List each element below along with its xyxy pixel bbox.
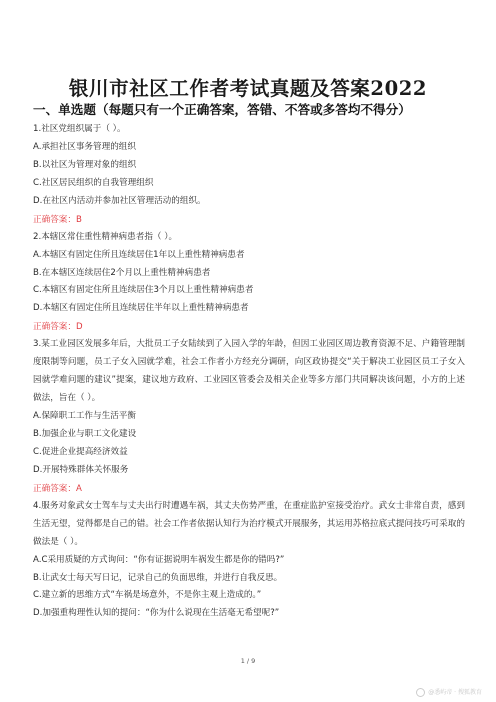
watermark-text: @悉屿帝 · 搜狐教育 bbox=[428, 689, 482, 696]
question-3 bbox=[33, 336, 465, 497]
watermark-logo-icon bbox=[416, 688, 425, 697]
option-a: A.本辖区有固定住所且连续居住1年以上重性精神病患者 bbox=[33, 249, 245, 260]
option-a: A.承担社区事务管理的组织 bbox=[33, 141, 136, 152]
correct-answer: 正确答案：B bbox=[33, 214, 82, 225]
question-stem: 4.服务对象武女士驾车与丈夫出行时遭遇车祸，其丈夫伤势严重，在重症监护室接受治疗。武女士非常自责，感到生活无望，觉得都是自己的错。社会工作者依据认知行为治疗模式开展服务，其运用苏格拉底式提问技巧可采取的做法是（ ）。 bbox=[33, 500, 465, 547]
option-c: C.建立新的思维方式“车祸是场意外，不是你主观上造成的。” bbox=[33, 590, 262, 601]
option-b: B.加强企业与职工文化建设 bbox=[33, 429, 137, 439]
option-b: B.让武女士每天写日记，记录自己的负面思维，并进行自我反思。 bbox=[33, 572, 283, 583]
question-4 bbox=[33, 498, 465, 623]
question-2 bbox=[33, 229, 465, 337]
option-b: B.以社区为管理对象的组织 bbox=[33, 159, 137, 170]
question-stem: 2.本辖区常住重性精神病患者指（ ）。 bbox=[33, 231, 178, 242]
option-b: B.在本辖区连续居住2个月以上重性精神病患者 bbox=[33, 267, 211, 278]
correct-answer: 正确答案：D bbox=[33, 322, 83, 333]
option-d: D.开展特殊群体关怀服务 bbox=[33, 464, 129, 475]
correct-answer: 正确答案：A bbox=[33, 483, 82, 494]
option-d: D.在社区内活动并参加社区管理活动的组织。 bbox=[33, 195, 206, 206]
option-a: A.C采用质疑的方式询问：“你有证据说明车祸发生都是你的错吗?” bbox=[33, 554, 285, 565]
question-list bbox=[33, 121, 465, 623]
option-d: D.加强重构理性认知的提问：“你为什么说现在生活毫无希望呢?” bbox=[33, 608, 280, 619]
option-d: D.本辖区有固定住所且连续居住半年以上重性精神病患者 bbox=[33, 303, 249, 314]
page-number: 1 / 9 bbox=[240, 657, 256, 665]
option-c: C.社区居民组织的自我管理组织 bbox=[33, 177, 154, 188]
document-title: 银川市社区工作者考试真题及答案2022 bbox=[68, 77, 428, 100]
question-stem: 3.某工业园区发展多年后，大批员工子女陆续到了入园入学的年龄，但因工业园区周边教育资源不足、户籍管理制度限制等问题，员工子女入园就学难，社会工作者小方经充分调研，向区政协提交“关于解决工业园区员工子女入园就学难问题的建议”提案，建议地方政府、工业园区管委会及相关企业等多方部门共同解决该问题，小方的上述做法，旨在（ ）。 bbox=[33, 339, 465, 404]
question-stem: 1.社区党组织属于（ ）。 bbox=[33, 124, 126, 134]
option-a: A.保障职工工作与生活平衡 bbox=[33, 411, 136, 422]
watermark bbox=[416, 687, 482, 697]
option-c: C.本辖区有固定住所且连续居住3个月以上重性精神病患者 bbox=[33, 285, 254, 296]
question-1 bbox=[33, 121, 465, 229]
option-c: C.促进企业提高经济效益 bbox=[33, 446, 128, 457]
section-heading: 一、单选题（每题只有一个正确答案，答错、不答或多答均不得分） bbox=[33, 102, 411, 117]
